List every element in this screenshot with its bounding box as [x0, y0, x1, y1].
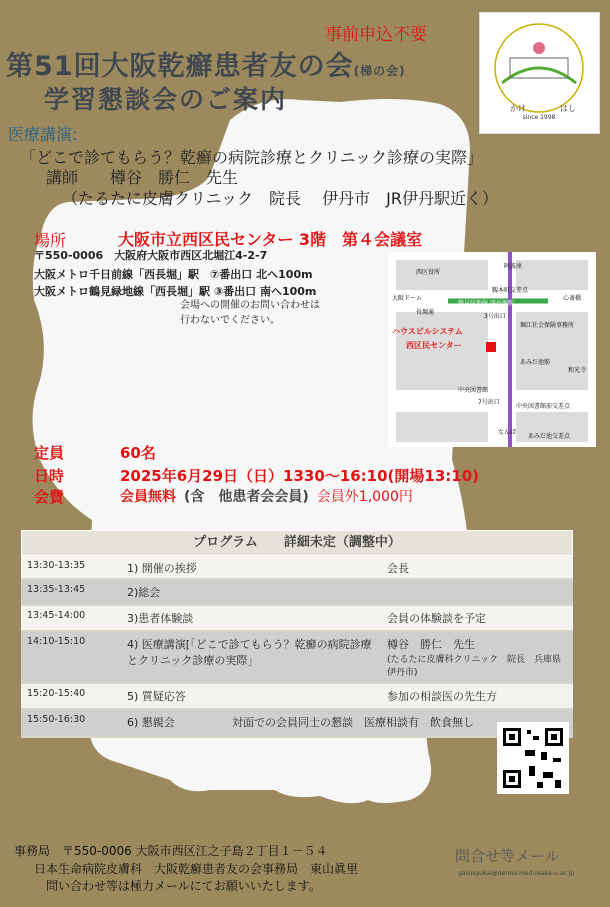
svg-text:はし: はし [560, 104, 576, 113]
footer-org: 日本生命病院皮膚科 大阪乾癬患者友の会事務局 東山眞里 [34, 862, 359, 876]
program-time: 15:20-15:40 [27, 688, 86, 699]
fee-members: 会員無料 [120, 489, 176, 505]
map-label: 3号出口 [484, 313, 506, 320]
table-row [21, 632, 573, 684]
program-note: 参加の相談医の先生方 [387, 690, 497, 703]
program-note [381, 632, 573, 682]
program-note: 会員の体験談を予定 [387, 612, 486, 625]
lecture-title: 「どこで診てもらう？乾癬の病院診療とクリニック診療の実際」 [20, 148, 484, 167]
venue-address: 〒550-0006 大阪府大阪市西区北堀江4-2-7 [34, 249, 268, 262]
qr-code[interactable] [497, 722, 569, 794]
map-label: 鶴見緑地線 西長堀駅 [458, 300, 514, 307]
footer-office: 事務局 〒550-0006 大阪市西区江之子島２丁目１－５４ [14, 844, 328, 858]
program-item: 6) 懇親会 [127, 716, 175, 729]
program-item: 2)総会 [127, 586, 161, 599]
map-label: あみだ池筋 [520, 359, 551, 366]
association-logo [479, 12, 600, 134]
map-label: 阿波座 [504, 263, 523, 270]
table-row [21, 606, 573, 632]
program-time: 13:45-14:00 [27, 610, 86, 621]
map-label: 大阪ドーム [392, 295, 423, 302]
program-time: 14:10-15:10 [27, 636, 86, 647]
table-row [21, 684, 573, 710]
venue-name: 大阪市立西区民センター 3階 第４会議室 [118, 230, 423, 249]
map-label: あみだ池交差点 [528, 433, 571, 440]
table-row [21, 556, 573, 580]
map-label: 長堀通 [416, 309, 435, 316]
map-label: ハウスビルシステム [392, 327, 463, 336]
venue-label: 場所 [34, 231, 67, 250]
page-title [6, 44, 406, 83]
map-label: 西区民センター [406, 341, 462, 350]
program-time: 13:35-13:45 [27, 584, 86, 595]
date-label: 日時 [34, 467, 65, 485]
map-label: 靱本町交差点 [492, 287, 529, 294]
program-item: 3)患者体験談 [127, 612, 194, 625]
capacity-value: 60名 [120, 444, 156, 462]
map-label: 和光寺 [568, 367, 587, 374]
program-heading: プログラム 詳細未定（調整中） [21, 530, 573, 556]
map-label: 7号出口 [478, 399, 500, 406]
capacity-label: 定員 [34, 444, 65, 462]
contact-email[interactable]: gakusyukai@derma.med.osaka-u.ac.jp [458, 870, 575, 877]
page-subtitle: 学習懇談会のご案内 [44, 85, 288, 114]
title-sub: (梯の会) [353, 64, 406, 78]
program-item: 5) 質疑応答 [127, 690, 186, 703]
map-label: なんば [498, 429, 517, 436]
inquiry-notice: 会場への開催のお問い合わせは行わないでください。 [180, 300, 320, 326]
lecturer: 講師 樽谷 勝仁 先生 [46, 168, 239, 187]
table-row [21, 580, 573, 606]
table-row [21, 710, 573, 738]
program-item: 1) 開催の挨拶 [127, 562, 197, 575]
map-label: 心斎橋 [563, 295, 582, 302]
program-item: 4) 医療講演[「どこで診てもらう？乾癬の病院診療とクリニック診療の実際」 [127, 638, 372, 667]
program-table [21, 530, 573, 738]
footer-note: 問い合わせ等は極力メールにてお願いいたします。 [46, 879, 321, 893]
no-registration-notice: 事前申込不要 [325, 25, 427, 45]
access-line-2: 大阪メトロ鶴見緑地線「西長堀」駅 ③番出口 南へ100m [34, 285, 317, 298]
lecture-heading: 医療講演: [8, 125, 78, 144]
lecturer-affiliation: （たるたに皮膚クリニック 院長 伊丹市 JR伊丹駅近く） [62, 189, 498, 208]
map-label: 西区役所 [416, 269, 441, 276]
fee-others: (含 他患者会会員) [184, 489, 309, 505]
title-main: 第51回大阪乾癬患者友の会 [6, 51, 354, 82]
map-label: 中央図書館前交差点 [516, 403, 571, 410]
fee-nonmembers: 会員外1,000円 [316, 489, 413, 505]
fee-value [120, 486, 413, 506]
map-label: 堀江社会保険事務所 [520, 322, 575, 329]
access-line-1: 大阪メトロ千日前線「西長堀」駅 ⑦番出口 北へ100m [34, 268, 313, 281]
program-time: 13:30-13:35 [27, 560, 86, 571]
program-note-sub: (たるたに皮膚科クリニック 院長 兵庫県伊丹市) [387, 655, 561, 678]
svg-text:since 1998: since 1998 [522, 114, 556, 121]
program-time: 15:50-16:30 [27, 714, 86, 725]
program-note: 会長 [387, 562, 409, 575]
contact-mail-label: 問合せ等メール [455, 847, 560, 865]
svg-text:かけ: かけ [510, 104, 526, 113]
map-label: 中央図書館 [458, 387, 489, 394]
fee-label: 会費 [34, 488, 65, 506]
program-note [381, 580, 573, 604]
program-note: 対面での会員同士の懇談 医療相談有 飲食無し [232, 716, 474, 729]
date-value: 2025年6月29日（日）1330～16:10(開場13:10) [120, 467, 480, 485]
program-note-main: 樽谷 勝仁 先生 [387, 638, 475, 651]
venue-map [388, 252, 596, 447]
